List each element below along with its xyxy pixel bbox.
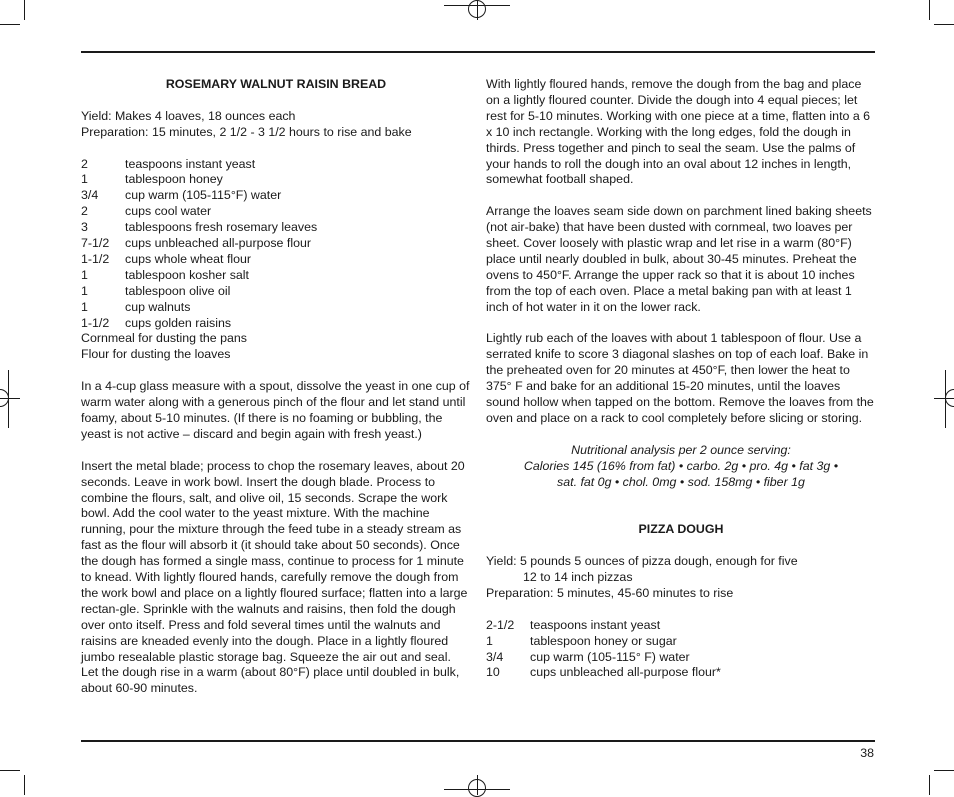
registration-mark-icon	[477, 775, 478, 795]
registration-mark-icon	[0, 398, 20, 399]
header-rule	[81, 51, 875, 53]
ingredient-list	[81, 157, 471, 332]
crop-mark	[934, 770, 954, 771]
recipe-yield-continued: 12 to 14 inch pizzas	[523, 570, 633, 584]
ingredient-row: 1 tablespoon kosher salt	[81, 267, 249, 282]
registration-mark-icon	[8, 370, 9, 428]
crop-mark	[934, 24, 954, 25]
ingredient-row: 1 cup walnuts	[81, 299, 191, 314]
instruction-paragraph: Insert the metal blade; process to chop the rosemary leaves, about 20 seconds. Leave in work bowl. Insert the dough blade. Process to combine the flours, salt, and olive oil, 15 seconds. Scrape the work bowl. Add the cool water to the yeast mixture. With the machine running, pour the mixture through the feed tube in a steady stream as fast as the flour will absorb it (it should take about 50 seconds). Once the dough has formed a single mass, continue to process for 1 minute to knead. With lightly floured hands, carefully remove the dough from the work bowl and place on a lightly floured surface; flatten into a large rectan-gle. Sprinkle with the walnuts and raisins, then fold the dough over onto itself. Press and fold several times until the walnuts and raisins are kneaded evenly into the dough. Place in a lightly floured jumbo resealable plastic storage bag. Squeeze the air out and seal. Let the dough rise in a warm (about 80°F) place until doubled in bulk, about 60-90 minutes.	[81, 458, 468, 696]
crop-mark	[0, 770, 20, 771]
nutrition-line: sat. fat 0g • chol. 0mg • sod. 158mg • fiber 1g	[557, 474, 805, 489]
ingredient-row: 1 tablespoon honey or sugar	[486, 633, 677, 648]
ingredient-row: 3/4 cup warm (105-115° F) water	[486, 649, 690, 664]
recipe-preparation: Preparation: 15 minutes, 2 1/2 - 3 1/2 hours to rise and bake	[81, 124, 412, 139]
ingredient-row: 2 teaspoons instant yeast	[81, 156, 256, 171]
page-number: 38	[860, 746, 874, 760]
registration-mark-icon	[934, 398, 954, 399]
recipe-yield: Yield: Makes 4 loaves, 18 ounces each	[81, 108, 296, 123]
instruction-paragraph: Lightly rub each of the loaves with about 1 tablespoon of flour. Use a serrated knife to score 3 diagonal slashes on top of each loaf. Bake in the preheated oven for 20 minutes at 450°F, then lower the heat to 375° F and bake for an additional 15-20 minutes, until the loaves sound hollow when tapped on the bottom. Remove the loaves from the oven and place on a rack to cool completely before slicing or storing.	[486, 331, 874, 425]
footer-rule	[81, 740, 875, 742]
extra-ingredient: Cornmeal for dusting the pans	[81, 331, 247, 346]
crop-mark	[24, 775, 25, 795]
ingredient-row: 1-1/2 cups golden raisins	[81, 315, 232, 330]
recipe-preparation: Preparation: 5 minutes, 45-60 minutes to rise	[486, 585, 734, 600]
instruction-paragraph: In a 4-cup glass measure with a spout, dissolve the yeast in one cup of warm water along with a generous pinch of the flour and let stand until foamy, about 5-10 minutes. (If there is no foaming or bubbling, the yeast is not active – discard and begin again with fresh yeast.)	[81, 379, 470, 441]
extra-ingredient: Flour for dusting the loaves	[81, 347, 231, 362]
recipe-yield: Yield: 5 pounds 5 ounces of pizza dough, enough for five	[486, 554, 798, 569]
right-column	[486, 77, 876, 681]
instruction-paragraph: Arrange the loaves seam side down on parchment lined baking sheets (not air-bake) that have been dusted with cornmeal, two loaves per sheet. Cover loosely with plastic wrap and let rise in a warm (80°F) place until nearly doubled in bulk, about 30-45 minutes. Preheat the ovens to 450°F. Arrange the upper rack so that it is about 10 inches from the top of each oven. Place a metal baking pan with at least 1 inch of hot water in it on the lower rack.	[486, 204, 872, 314]
ingredient-row: 2-1/2 teaspoons instant yeast	[486, 617, 661, 632]
recipe-title: ROSEMARY WALNUT RAISIN BREAD	[165, 77, 387, 91]
nutrition-info	[486, 443, 876, 491]
registration-mark-icon	[477, 0, 478, 20]
instruction-paragraph: With lightly floured hands, remove the dough from the bag and place on a lightly floured counter. Divide the dough into 4 equal pieces; let rest for 5-10 minutes. Working with one piece at a time, flatten into a 6 x 10 inch rectangle. Working with the long edges, fold the dough in thirds. Press together and pinch to seal the seam. Use the palms of your hands to roll the dough into an oval about 12 inches in length, somewhat football shaped.	[486, 77, 871, 187]
recipe-title: PIZZA DOUGH	[638, 522, 724, 537]
ingredient-row: 1 tablespoon honey	[81, 172, 223, 187]
ingredient-row: 3/4 cup warm (105-115°F) water	[81, 188, 282, 203]
nutrition-heading: Nutritional analysis per 2 ounce serving:	[571, 442, 791, 457]
ingredient-row: 2 cups cool water	[81, 204, 212, 219]
ingredient-row: 1 tablespoon olive oil	[81, 283, 231, 298]
ingredient-row: 1-1/2 cups whole wheat flour	[81, 251, 252, 266]
ingredient-row: 7-1/2 cups unbleached all-purpose flour	[81, 236, 311, 251]
crop-mark	[0, 24, 20, 25]
left-column	[81, 77, 471, 697]
ingredient-list	[486, 618, 876, 682]
nutrition-line: Calories 145 (16% from fat) • carbo. 2g • pro. 4g • fat 3g •	[523, 458, 839, 473]
crop-mark	[929, 775, 930, 795]
registration-mark-icon	[945, 370, 946, 428]
ingredient-row: 3 tablespoons fresh rosemary leaves	[81, 220, 318, 235]
crop-mark	[24, 0, 25, 20]
crop-mark	[929, 0, 930, 20]
ingredient-row: 10 cups unbleached all-purpose flour*	[486, 665, 721, 680]
